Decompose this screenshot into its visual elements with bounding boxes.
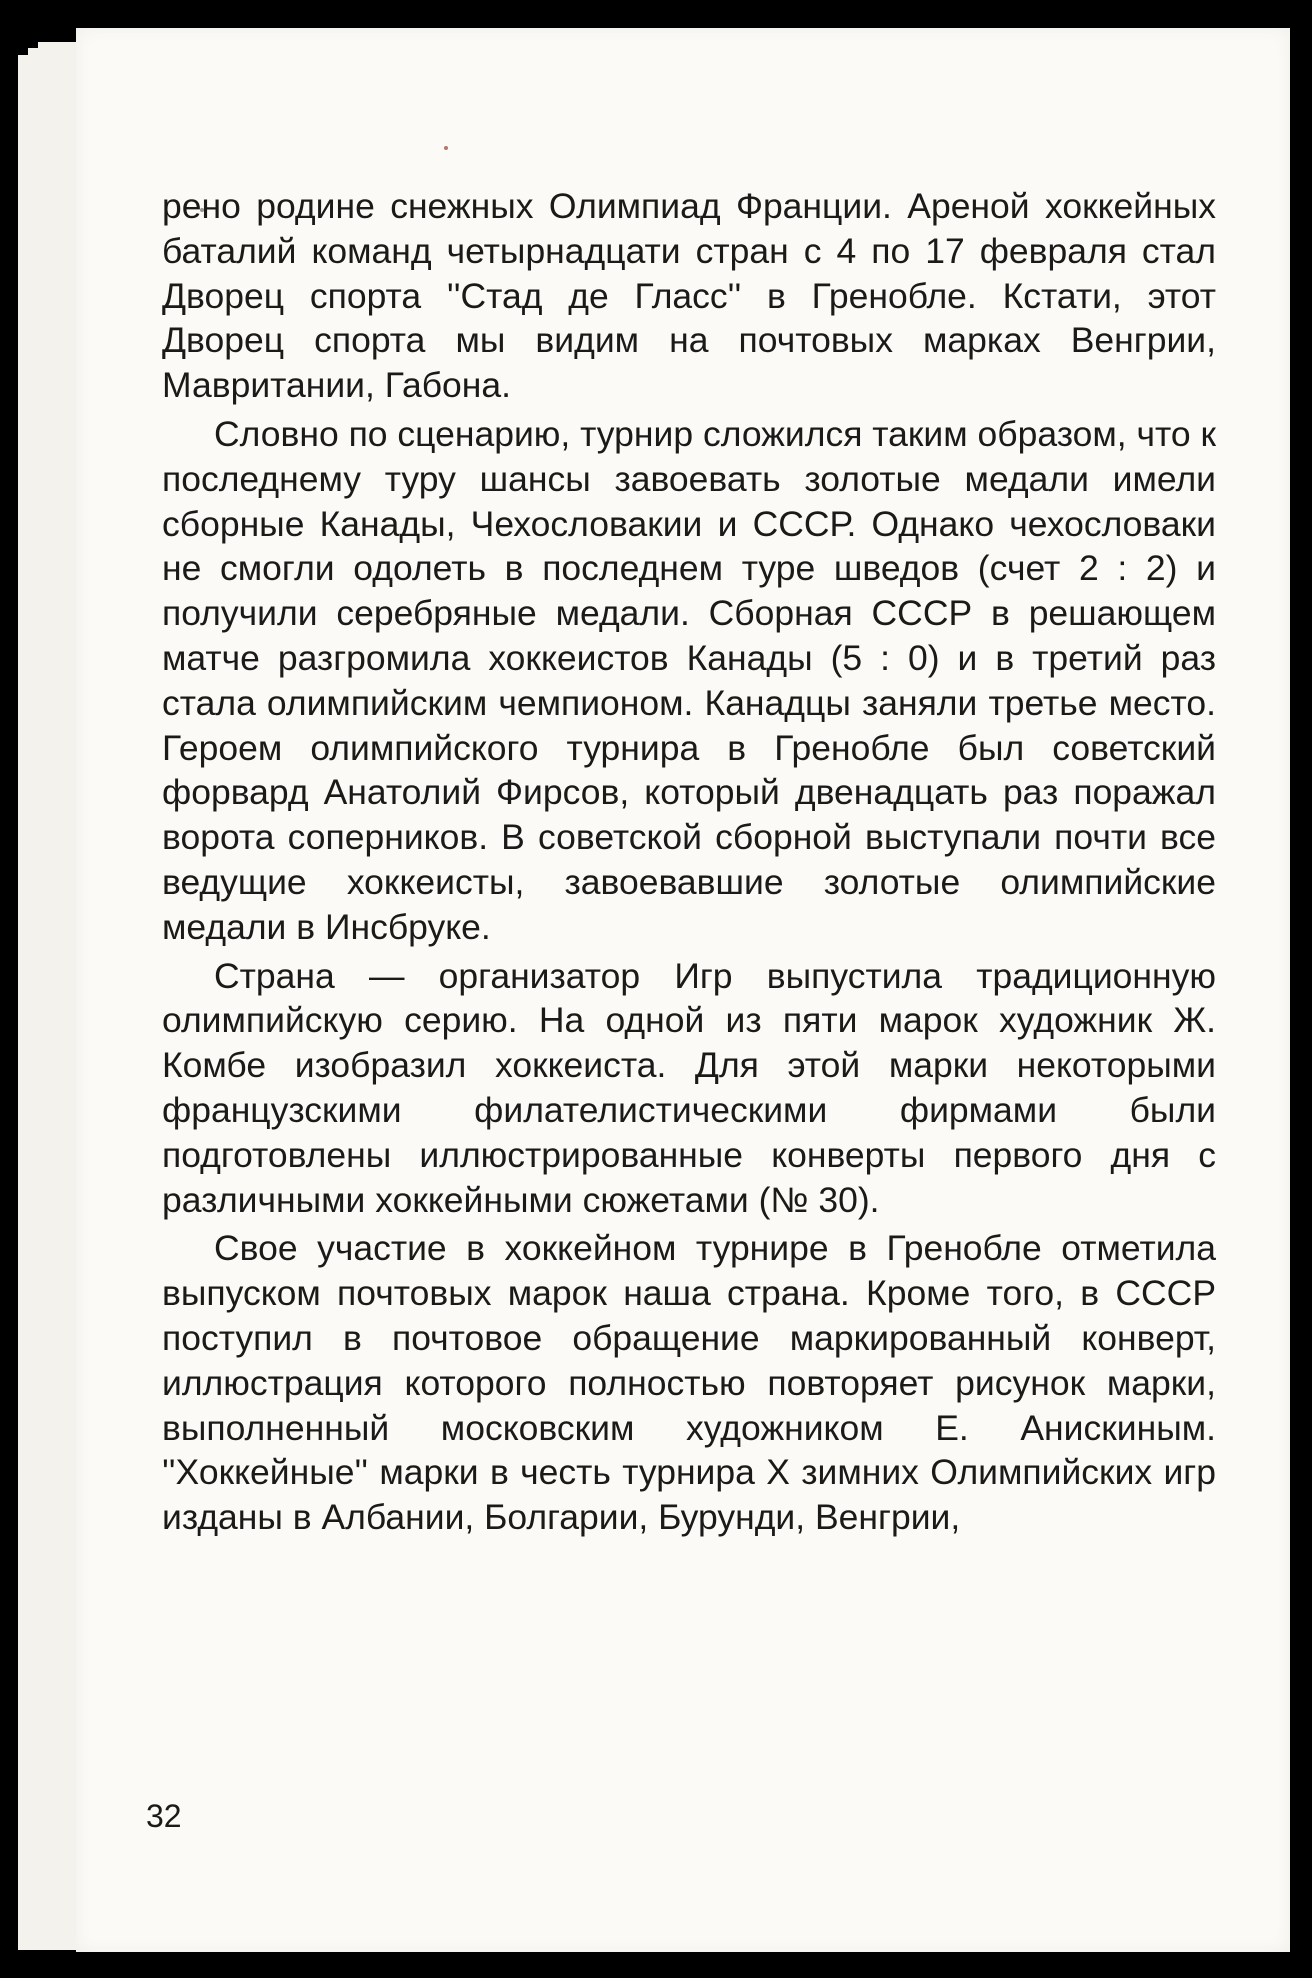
paragraph: Страна — организатор Игр выпустила традиционную олимпийскую серию. На одной из пяти марок художник Ж. Комбе изобразил хоккеиста. Для этой марки некоторыми французскими филателистическими фирмами были подготовлены иллюстрированные конверты первого дня с различными хоккейными сюжетами (№ 30). bbox=[162, 955, 1216, 1220]
paper-speck bbox=[444, 146, 448, 150]
page-number: 32 bbox=[146, 1798, 182, 1834]
paragraph: Свое участие в хоккейном турнире в Гренобле отметила выпуском почтовых марок наша страна. Кроме того, в СССР поступил в почтовое обращение маркированный конверт, иллюстрация которого полностью повторяет рисунок марки, выполненный московским художником Е. Анискиным. ''Хоккейные'' марки в честь турнира X зимних Олимпийских игр изданы в Албании, Болгарии, Бурунди, Венгрии, bbox=[162, 1228, 1216, 1538]
paragraph: Словно по сценарию, турнир сложился таким образом, что к последнему туру шансы завоевать золотые медали имели сборные Канады, Чехословакии и СССР. Однако чехословаки не смогли одолеть в последнем туре шведов (счет 2 : 2) и получили серебряные медали. Сборная СССР в решающем матче разгромила хоккеистов Канады (5 : 0) и в третий раз стала олимпийским чемпионом. Канадцы заняли третье место. Героем олимпийского турнира в Гренобле был советский форвард Анатолий Фирсов, который двенадцать раз поражал ворота соперников. В советской сборной выступали почти все ведущие хоккеисты, завоевавшие золотые олимпийские медали в Инсбруке. bbox=[162, 413, 1216, 947]
paragraph: рено родине снежных Олимпиад Франции. Ареной хоккейных баталий команд четырнадцати стран с 4 по 17 февраля стал Дворец спорта ''Стад де Гласс'' в Гренобле. Кстати, этот Дворец спорта мы видим на почтовых марках Венгрии, Мавритании, Габона. bbox=[162, 186, 1216, 406]
body-text bbox=[162, 184, 1216, 1544]
